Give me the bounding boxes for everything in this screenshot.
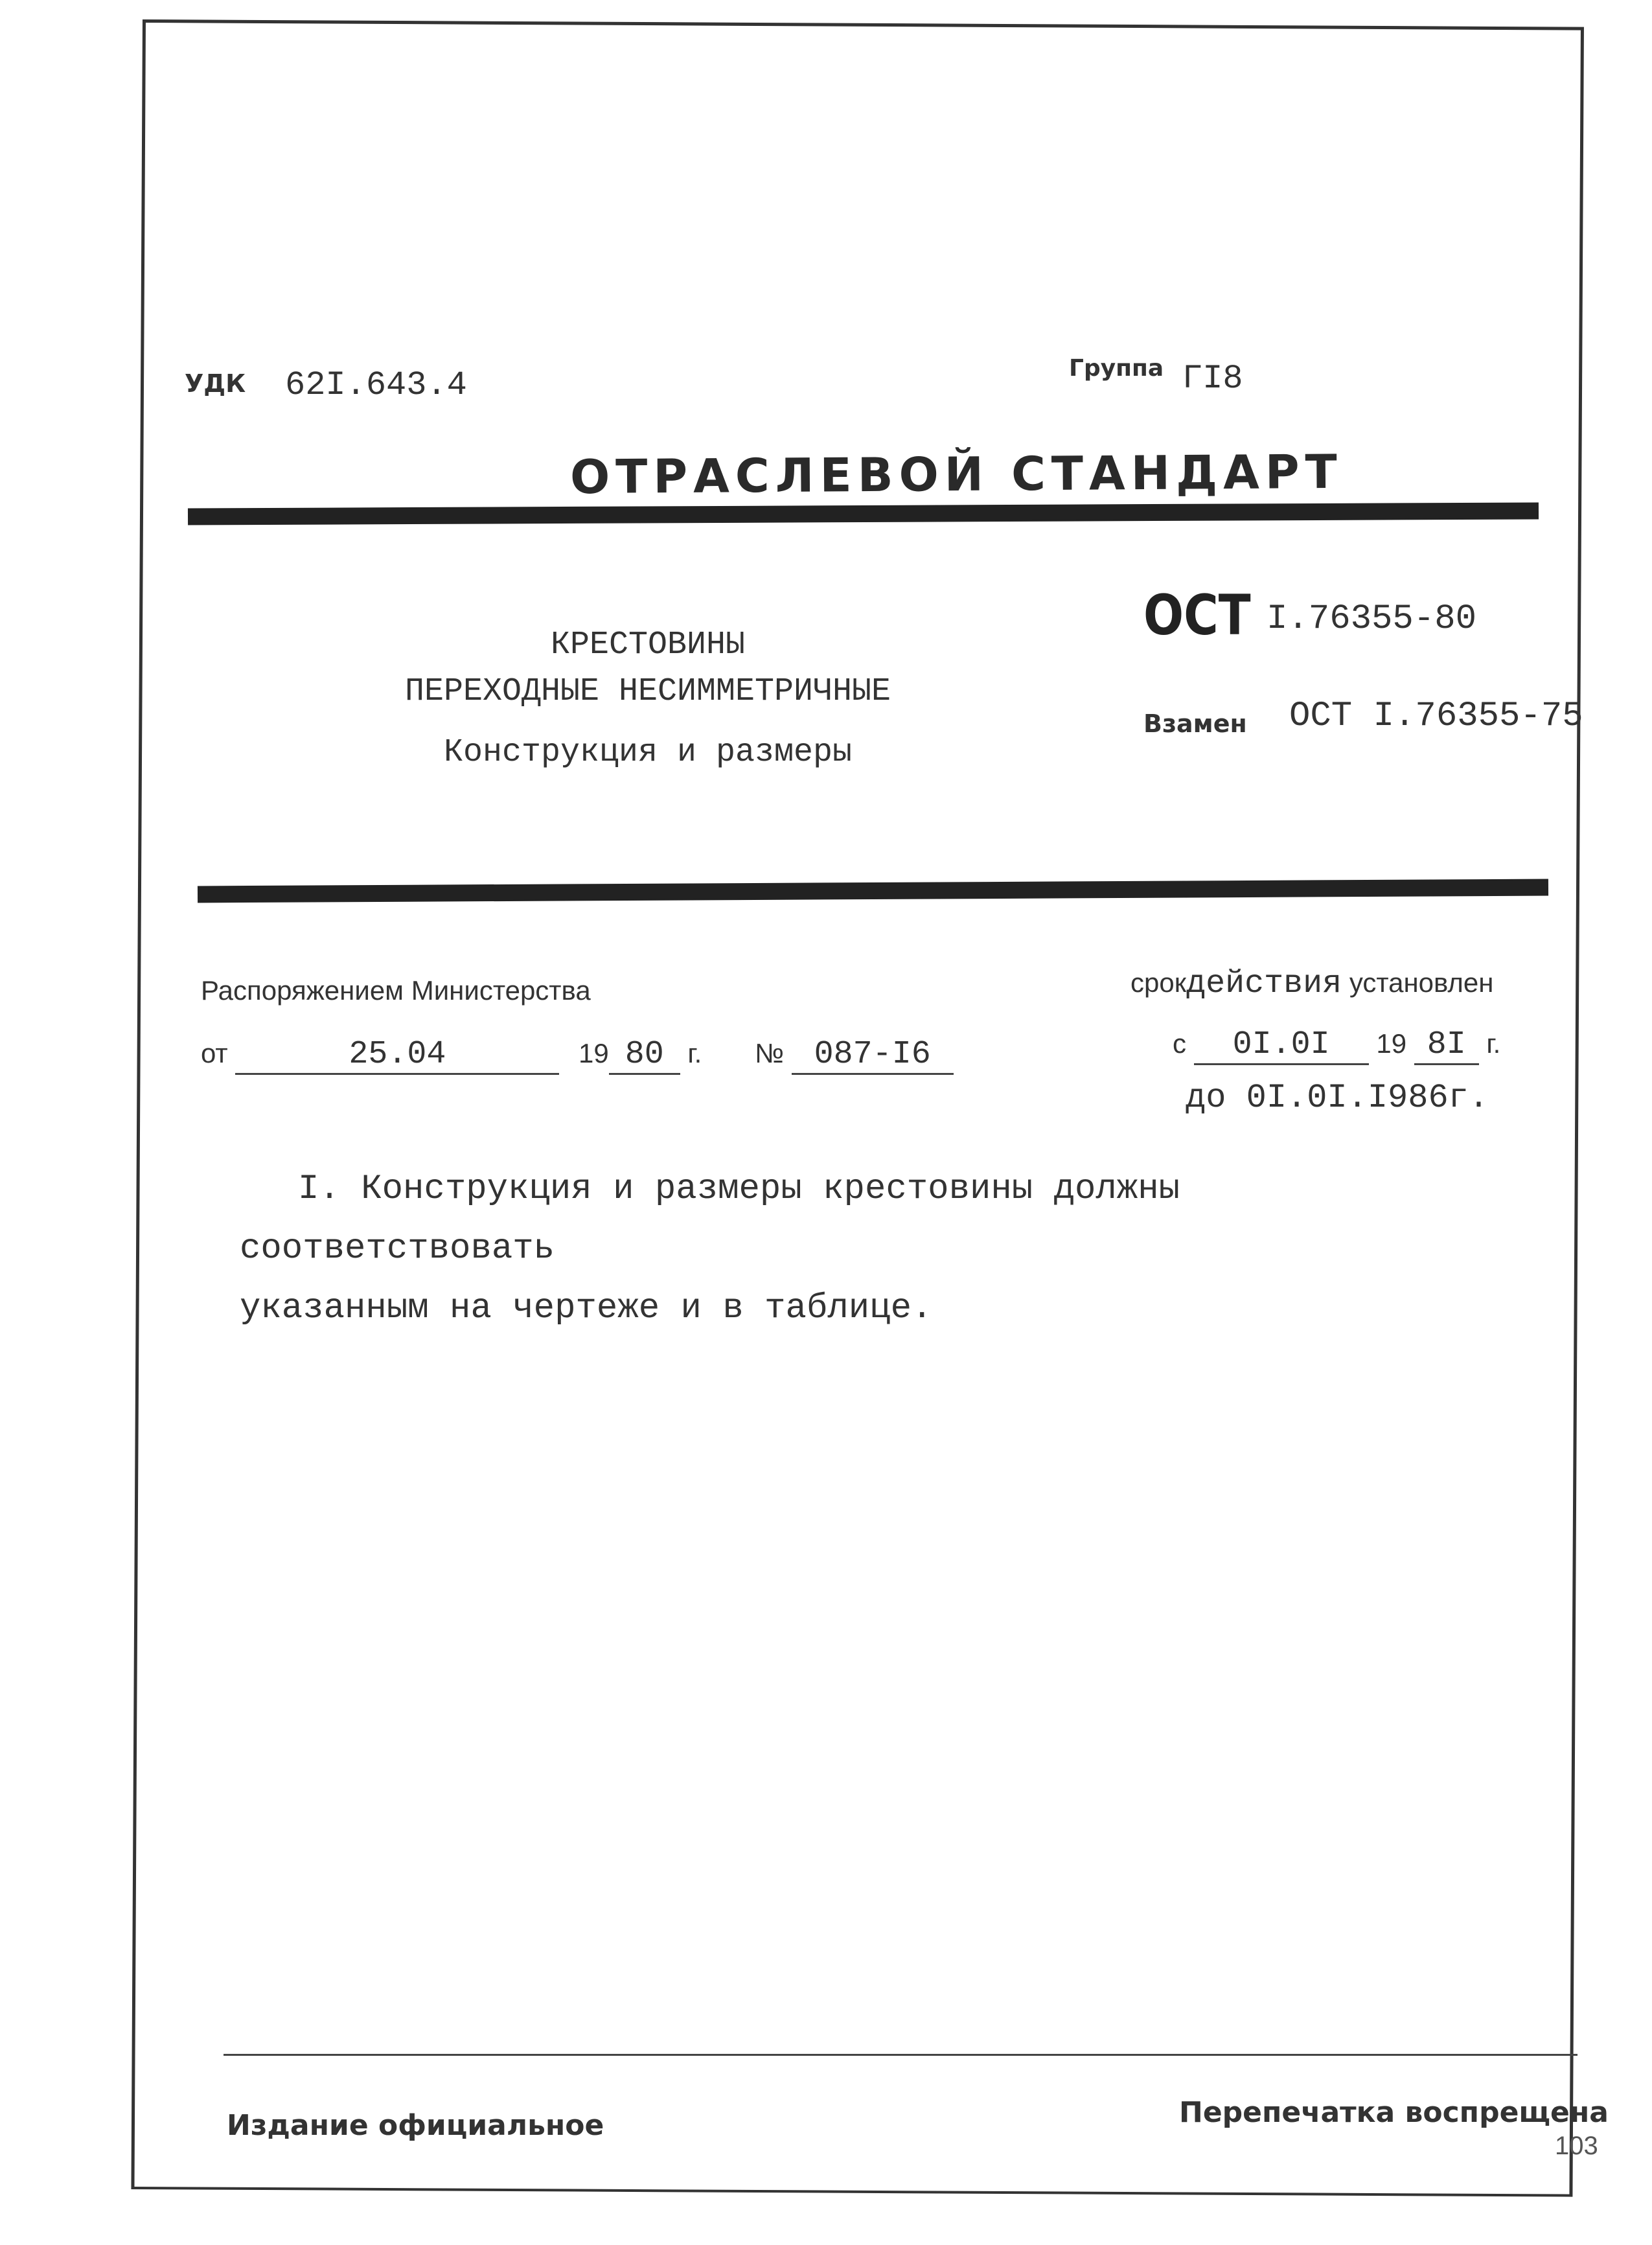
ost-number: I.76355-80 — [1267, 599, 1477, 639]
valid-from-date: 0I.0I — [1194, 1027, 1369, 1065]
standard-type-title: ОТРАСЛЕВОЙ СТАНДАРТ — [569, 444, 1343, 505]
order-number: 087-I6 — [792, 1037, 954, 1075]
clause-1-line-2: указанным на чертеже и в таблице. — [240, 1289, 933, 1328]
udk-value: 62I.643.4 — [285, 366, 467, 404]
group-value: ГI8 — [1182, 360, 1243, 398]
footer-official-edition: Издание официальное — [227, 2109, 604, 2142]
subject-title: КРЕСТОВИНЫ — [550, 627, 746, 663]
valid-from-row — [1173, 1027, 1500, 1065]
replace-label: Взамен — [1143, 709, 1247, 738]
order-year-prefix: 19 — [579, 1038, 609, 1068]
order-date-row — [201, 1037, 954, 1075]
term-label — [1130, 965, 1493, 1002]
group-label: Группа — [1069, 355, 1164, 382]
order-year-suffix: 80 — [609, 1037, 680, 1075]
order-date: 25.04 — [235, 1037, 559, 1075]
order-from-prefix: от — [201, 1038, 228, 1068]
subject-description: Конструкция и размеры — [443, 734, 853, 771]
order-label: Распоряжением Министерства — [201, 975, 591, 1006]
valid-from-prefix: с — [1173, 1028, 1186, 1059]
udk-label: УДК — [185, 369, 246, 398]
term-word: действия — [1186, 965, 1342, 1002]
valid-year-unit: г. — [1486, 1028, 1501, 1059]
valid-year-prefix: 19 — [1376, 1028, 1407, 1059]
term-prefix: срок — [1130, 967, 1187, 998]
replace-value: ОСТ I.76355-75 — [1289, 697, 1583, 736]
clause-1-line-1: I. Конструкция и размеры крестовины должны соответствовать — [240, 1169, 1180, 1269]
subject-subtitle: ПЕРЕХОДНЫЕ НЕСИММЕТРИЧНЫЕ — [404, 673, 891, 710]
order-number-prefix: № — [754, 1038, 785, 1068]
footer-reprint-prohibited: Перепечатка воспрещена — [1179, 2096, 1609, 2129]
order-year-unit: г. — [687, 1038, 702, 1068]
subject-block — [337, 622, 959, 779]
page-number: 103 — [1555, 2132, 1598, 2160]
ost-label: ОСТ — [1143, 583, 1251, 648]
valid-year-suffix: 8I — [1414, 1027, 1479, 1065]
valid-to: до 0I.0I.I986г. — [1186, 1079, 1489, 1117]
footer-rule — [224, 2054, 1577, 2056]
clause-1 — [240, 1160, 1503, 1339]
term-suffix: установлен — [1349, 967, 1494, 998]
